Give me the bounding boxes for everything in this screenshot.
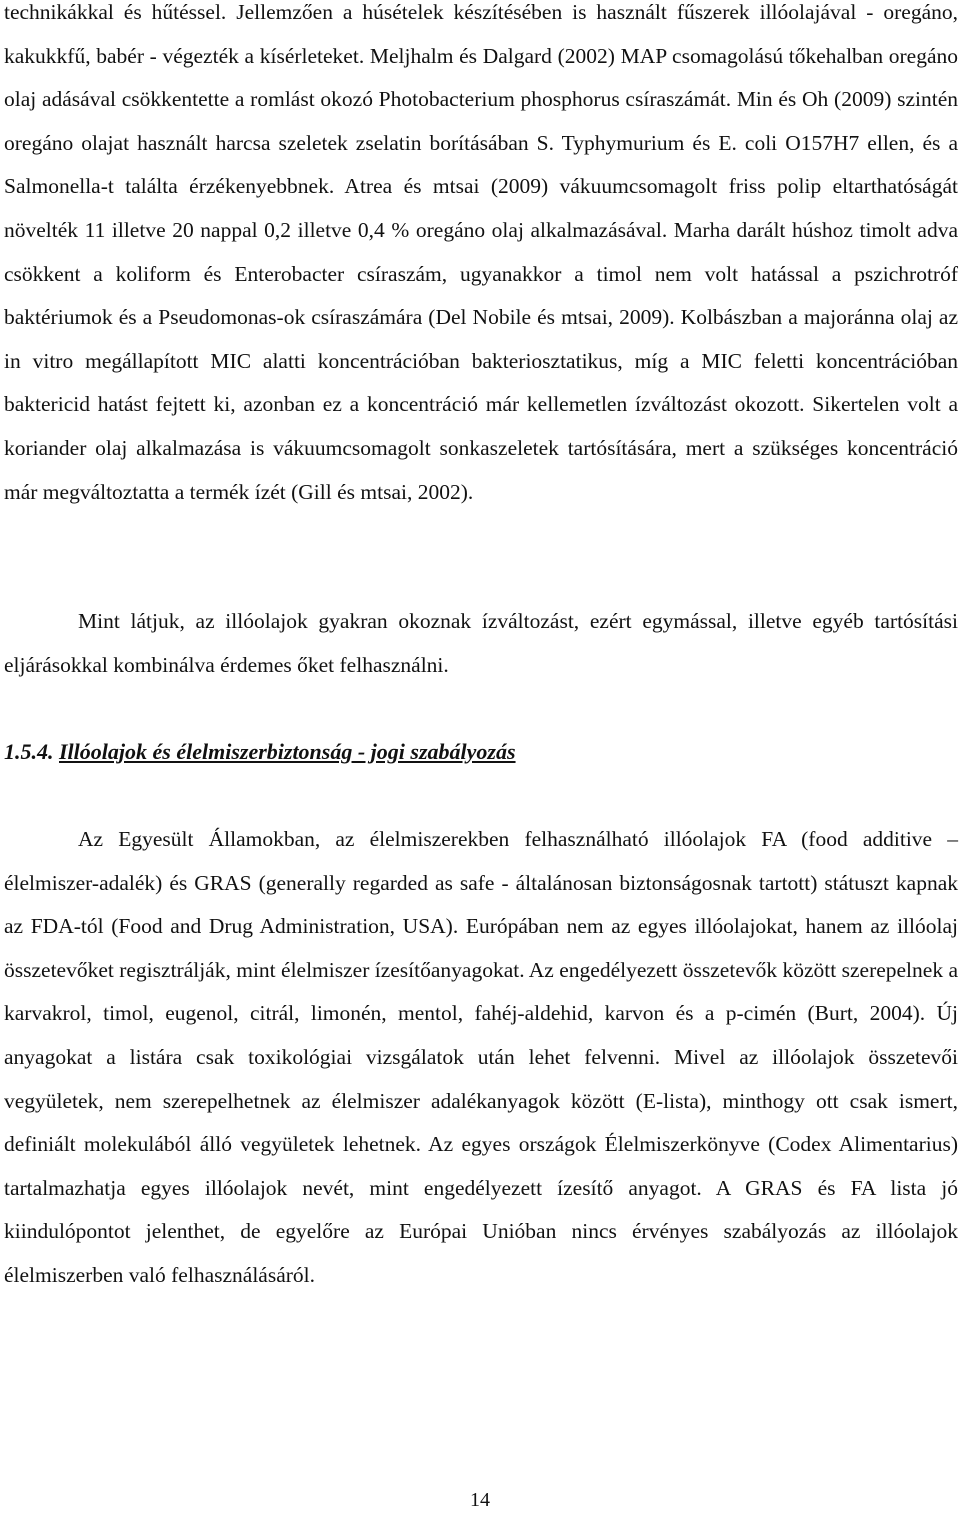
page-number: 14 bbox=[470, 1489, 490, 1511]
paragraph-text: technikákkal és hűtéssel. Jellemzően a húsételek készítésében is használt fűszerek illóolajával - oregáno, kakukkfű, babér - végezték a kísérleteket. Meljhalm és Dalgard (2002) MAP csomagolású tőkehalban oregáno olaj adásával csökkentette a romlást okozó Photobacterium phosphorus csíraszámát. Min és Oh (2009) szintén oregáno olajat használt harcsa szeletek zselatin borításában S. Typhymurium és E. coli O157H7 ellen, és a Salmonella-t találta érzékenyebbnek. Atrea és mtsai (2009) vákuumcsomagolt friss polip eltarthatóságát növelték 11 illetve 20 nappal 0,2 illetve 0,4 % oregáno olaj alkalmazásával. Marha darált húshoz timolt adva csökkent a koliform és Enterobacter csíraszám, ugyanakkor a timol nem volt hatással a pszichrotróf baktériumok és a Pseudomonas-ok csíraszámára (Del Nobile és mtsai, 2009). Kolbászban a majoránna olaj az in vitro megállapított MIC alatti koncentrációban bakteriosztatikus, míg a MIC feletti koncentrációban baktericid hatást fejtett ki, azonban ez a koncentráció már kellemetlen ízváltozást okozott. Sikertelen volt a koriander olaj alkalmazása is vákuumcsomagolt sonkaszeletek tartósítására, mert a szükséges koncentráció már megváltoztatta a termék ízét (Gill és mtsai, 2002). bbox=[4, 0, 958, 504]
section-number: 1.5.4. bbox=[4, 739, 54, 764]
document-page bbox=[4, 0, 958, 1515]
section-heading bbox=[4, 737, 516, 767]
section-title: Illóolajok és élelmiszerbiztonság - jogi szabályozás bbox=[59, 739, 516, 764]
paragraph-text: Mint látjuk, az illóolajok gyakran okoznak ízváltozást, ezért egymással, illetve egyéb tartósítási eljárásokkal kombinálva érdemes őket felhasználni. bbox=[4, 609, 958, 677]
paragraph-text: Az Egyesült Államokban, az élelmiszerekben felhasználható illóolajok FA (food additive – élelmiszer-adalék) és GRAS (generally regarded as safe - általánosan biztonságosnak tartott) státuszt kapnak az FDA-tól (Food and Drug Administration, USA). Európában nem az egyes illóolajokat, hanem az illóolaj összetevőket regisztrálják, mint élelmiszer ízesítőanyagokat. Az engedélyezett összetevők között szerepelnek a karvakrol, timol, eugenol, citrál, limonén, mentol, fahéj-aldehid, karvon és a p-cimén (Burt, 2004). Új anyagokat a listára csak toxikológiai vizsgálatok után lehet felvenni. Mivel az illóolajok összetevői vegyületek, nem szerepelhetnek az élelmiszer adalékanyagok között (E-lista), minthogy ott csak ismert, definiált molekulából álló vegyületek lehetnek. Az egyes országok Élelmiszerkönyve (Codex Alimentarius) tartalmazhatja egyes illóolajok nevét, mint engedélyezett ízesítő anyagot. A GRAS és FA lista jó kiindulópontot jelenthet, de egyelőre az Európai Unióban nincs érvényes szabályozás az illóolajok élelmiszerben való felhasználásáról. bbox=[4, 827, 958, 1287]
